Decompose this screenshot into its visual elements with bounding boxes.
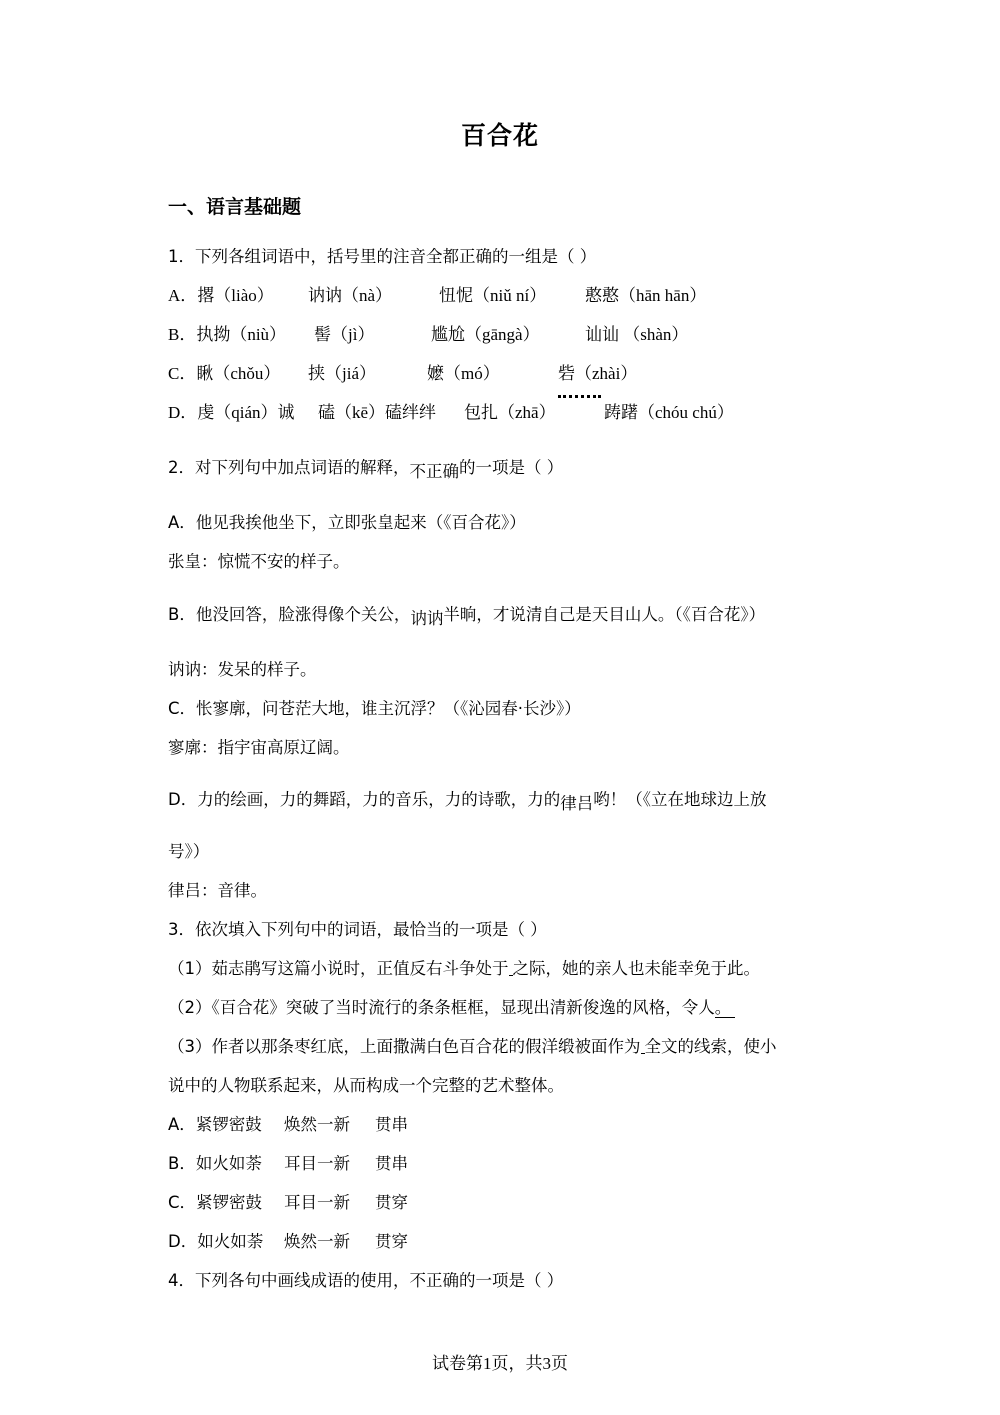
q3-option-a: [168, 1113, 408, 1137]
q3-d-item-3: 贯穿: [375, 1232, 408, 1251]
q3-option-c: [168, 1191, 408, 1215]
q1-a-item-1: A．撂（liào）: [168, 286, 274, 305]
q2-option-c: C．怅寥廓，问苍茫大地，谁主沉浮？（《沁园春·长沙》）: [168, 699, 581, 718]
q2-option-a: A．他见我挨他坐下，立即张皇起来（《百合花》）: [168, 513, 526, 532]
question-1-stem: 1．下列各组词语中，括号里的注音全都正确的一组是（ ）: [168, 247, 597, 266]
q3-s1-part-1: （1）茹志鹃写这篇小说时，正值反右斗争处于: [168, 959, 509, 978]
q2-option-a-note: 张皇：惊慌不安的样子。: [168, 552, 350, 571]
q3-option-b: [168, 1152, 408, 1176]
q1-d-item-3: 包扎（zhā）: [464, 403, 556, 422]
q3-d-item-1: D．如火如荼: [168, 1232, 264, 1251]
q1-c-item-2: 挟（jiá）: [308, 364, 376, 383]
q3-a-item-1: A．紧锣密鼓: [168, 1115, 262, 1134]
q1-b-item-2: 髻（jì）: [314, 325, 375, 344]
q3-sentence-1: [168, 957, 760, 981]
page-title: 百合花: [460, 121, 539, 150]
question-2-stem: [168, 456, 563, 484]
q2-option-b-note: 讷讷：发呆的样子。: [168, 660, 317, 679]
q1-c-item-1: C．瞅（chǒu）: [168, 364, 281, 383]
q3-c-item-2: 耳目一新: [284, 1193, 350, 1212]
q3-s3-part-2: 全文的线索，使小: [644, 1037, 777, 1056]
q2-stem-part-1: 2．对下列句中加点词语的解释，: [168, 458, 410, 477]
q3-s2-part-1: （2）《百合花》突破了当时流行的条条框框，显现出清新俊逸的风格，令人: [168, 998, 715, 1017]
q3-s2-blank: 。: [715, 998, 736, 1018]
q3-sentence-3-line-2: 说中的人物联系起来，从而构成一个完整的艺术整体。: [168, 1076, 564, 1095]
question-4-stem: 4．下列各句中画线成语的使用，不正确的一项是（ ）: [168, 1271, 564, 1290]
q2-b-part-1: B．他没回答，脸涨得像个关公，: [168, 605, 411, 624]
q2-option-d-note: 律吕：音律。: [168, 881, 267, 900]
q1-b-item-4: 讪讪 （shàn）: [585, 325, 689, 344]
q3-s1-part-2: 之际，她的亲人也未能幸免于此。: [512, 959, 760, 978]
q2-d-part-1: D．力的绘画，力的舞蹈，力的音乐，力的诗歌，力的: [168, 790, 561, 809]
q2-option-d-line-2: 号》）: [168, 842, 210, 861]
q1-a-item-2: 讷讷（nà）: [308, 286, 393, 305]
q1-d-item-4: 踌躇（chóu chú）: [604, 403, 734, 422]
q2-stem-emphasis: 不正确: [409, 462, 459, 481]
q3-sentence-2: [168, 996, 735, 1020]
question-3-stem: 3．依次填入下列句中的词语，最恰当的一项是（ ）: [168, 920, 547, 939]
q3-a-item-2: 焕然一新: [284, 1115, 350, 1134]
q3-c-item-3: 贯穿: [375, 1193, 408, 1212]
q2-option-c-note: 寥廓：指宇宙高原辽阔。: [168, 738, 350, 757]
q1-b-item-1: B．执拗（niù）: [168, 325, 287, 344]
q3-b-item-3: 贯串: [375, 1154, 408, 1173]
q1-a-item-4: 憨憨（hān hān）: [585, 286, 707, 305]
q3-a-item-3: 贯串: [375, 1115, 408, 1134]
q3-b-item-1: B．如火如荼: [168, 1154, 262, 1173]
q1-c-item-4: 砦（zhài）: [558, 364, 638, 383]
emphasis-dots: [558, 389, 601, 398]
q1-a-item-3: 忸怩（niǔ ní）: [439, 286, 547, 305]
q3-sentence-3: [168, 1035, 777, 1059]
q3-c-item-1: C．紧锣密鼓: [168, 1193, 263, 1212]
q1-option-d: [168, 401, 734, 425]
q1-option-b: [168, 323, 688, 347]
q2-d-emphasis: 律吕: [560, 794, 594, 813]
q2-b-emphasis: 讷讷: [410, 609, 444, 628]
q1-d-item-1: D．虔（qián）诚: [168, 403, 295, 422]
q1-b-item-3: 尴尬（gāngà）: [431, 325, 540, 344]
q2-d-part-2: 哟！（《立在地球边上放: [593, 790, 767, 809]
q2-stem-part-2: 的一项是（ ）: [459, 458, 564, 477]
section-heading: 一、语言基础题: [168, 196, 302, 218]
q3-b-item-2: 耳目一新: [284, 1154, 350, 1173]
q1-option-a: [168, 284, 706, 308]
q3-s3-part-1: （3）作者以那条枣红底，上面撒满白色百合花的假洋缎被面作为: [168, 1037, 641, 1056]
q1-option-c: [168, 362, 637, 386]
q3-option-d: [168, 1230, 408, 1254]
q2-option-d: [168, 788, 766, 816]
page-footer: 试卷第1页，共3页: [432, 1354, 568, 1373]
q1-c-item-3: 嬷（mó）: [427, 364, 500, 383]
q1-d-item-2: 磕（kē）磕绊绊: [318, 403, 437, 422]
q2-option-b: [168, 603, 765, 631]
q3-d-item-2: 焕然一新: [284, 1232, 350, 1251]
q2-b-part-2: 半晌，才说清自己是天目山人。（《百合花》）: [443, 605, 766, 624]
